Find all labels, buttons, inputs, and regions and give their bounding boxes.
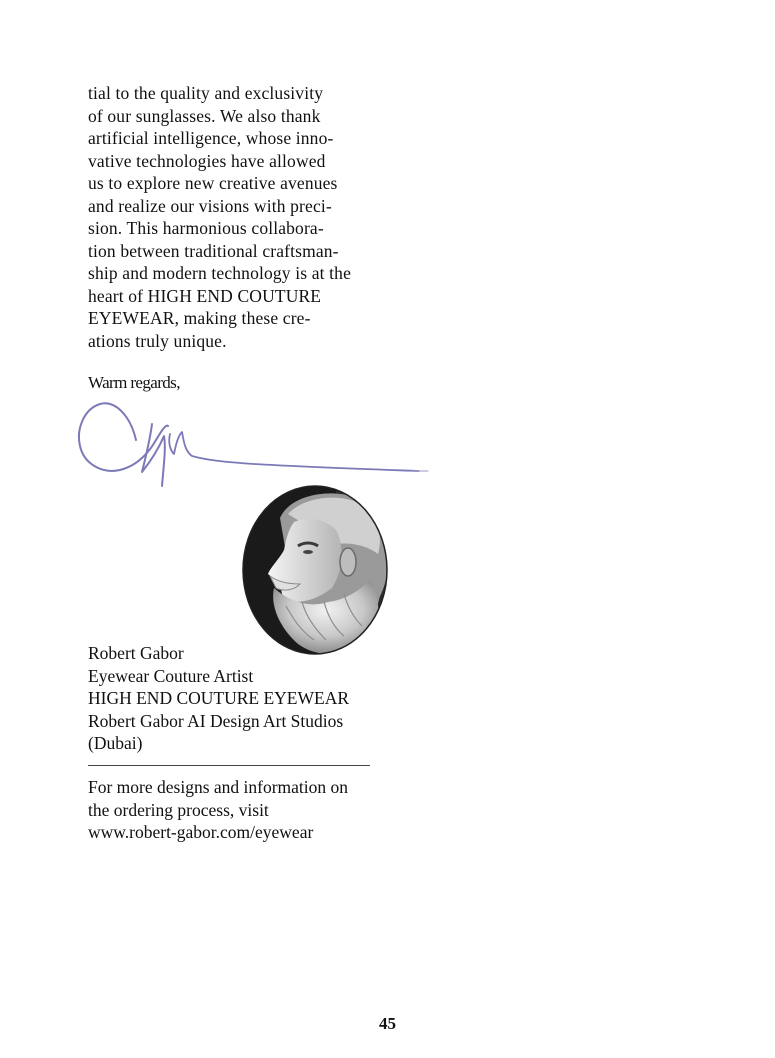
body-line: and realize our visions with preci- [88,195,332,216]
brand-name: HIGH END COUTURE EYEWEAR [88,688,350,708]
body-line: heart of HIGH END COUTURE [88,285,322,306]
body-line: EYEWEAR, making these cre- [88,308,311,328]
studio-location: (Dubai) [88,733,143,753]
signature-stem [142,424,165,486]
footer-note [88,776,388,844]
portrait-photo-icon [240,484,390,656]
body-line: ship and modern technology is at the [88,263,351,283]
page-number: 45 [379,1014,396,1033]
signoff-block [88,642,388,755]
signature-letters [169,432,419,471]
website-link[interactable]: www.robert-gabor.com/eyewear [88,822,314,842]
author-title: Eyewear Couture Artist [88,665,254,686]
body-line: of our sunglasses. We also thank [88,105,321,126]
footer-line: For more designs and information on [88,777,349,797]
signature-loop [79,403,168,471]
body-line: artificial intelligence, whose inno- [88,128,334,148]
body-line: us to explore new creative avenues [88,173,338,193]
body-line: tion between traditional craftsman- [88,240,339,261]
body-line: vative technologies have allowed [88,150,326,171]
author-name: Robert Gabor [88,643,184,663]
signature-icon [74,396,434,492]
body-paragraph [88,82,388,352]
studio-name: Robert Gabor AI Design Art Studios [88,710,344,731]
footer-line: the ordering process, visit [88,799,269,820]
body-line: sion. This harmonious collabora- [88,218,324,238]
closing-salutation: Warm regards, [88,373,180,392]
body-line: tial to the quality and exclusivity [88,83,324,103]
section-divider [88,765,370,766]
body-line: ations truly unique. [88,330,227,351]
